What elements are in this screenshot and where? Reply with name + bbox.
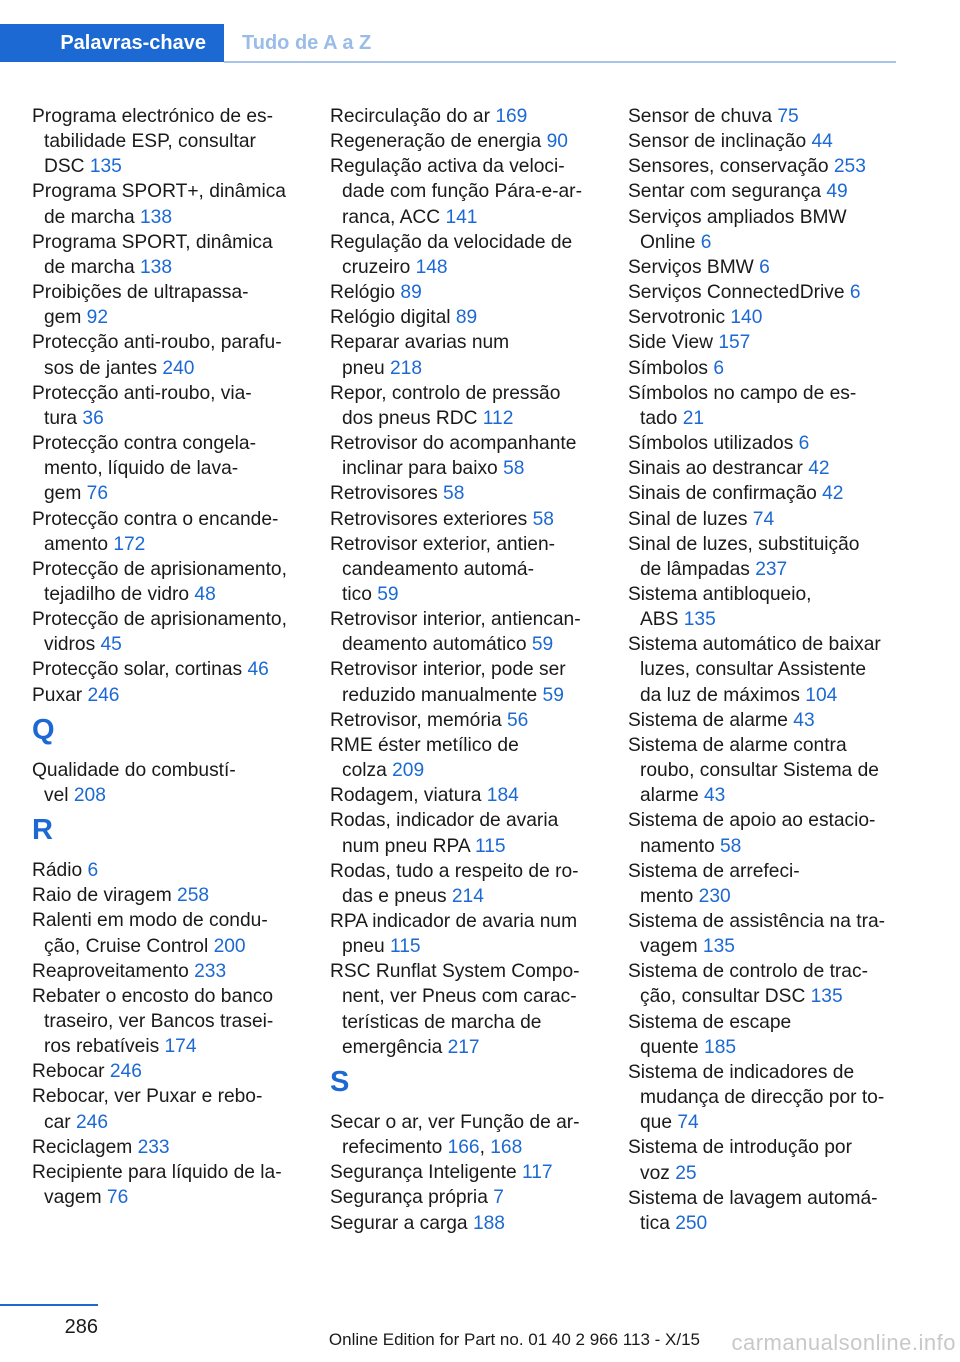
page-link[interactable]: 140 bbox=[730, 307, 763, 329]
index-entry bbox=[32, 330, 322, 380]
index-entry bbox=[330, 708, 620, 733]
page-link[interactable]: 43 bbox=[703, 785, 726, 807]
page-link[interactable]: 6 bbox=[798, 433, 810, 455]
index-entry bbox=[32, 607, 322, 657]
index-entry bbox=[32, 858, 322, 883]
page-link[interactable]: 59 bbox=[531, 634, 554, 656]
index-entry-text: Serviços ConnectedDrive bbox=[628, 282, 850, 304]
index-entry bbox=[32, 557, 322, 607]
index-entry bbox=[628, 104, 918, 129]
page-link[interactable]: 135 bbox=[702, 936, 735, 958]
index-entry-text: Retrovisor exterior, antien- candeamento automá- tico bbox=[330, 533, 556, 605]
index-entry-text: Símbolos bbox=[628, 357, 714, 379]
page-link[interactable]: 59 bbox=[377, 583, 399, 605]
index-entry-text: Sistema de controlo de trac- ção, consultar DSC bbox=[628, 961, 868, 1008]
index-entry-text: Regulação da velocidade de cruzeiro bbox=[330, 231, 573, 278]
index-entry-text: Rebocar, ver Puxar e rebo- car bbox=[32, 1086, 263, 1133]
index-entry-text: Sistema de arrefeci- mento bbox=[628, 860, 800, 907]
index-entry-text: Protecção anti-roubo, parafu- sos de jantes bbox=[32, 332, 282, 379]
index-entry bbox=[628, 859, 918, 909]
page-link[interactable]: 74 bbox=[677, 1112, 699, 1134]
index-entry-text: Símbolos utilizados bbox=[628, 433, 799, 455]
index-entry bbox=[330, 1110, 620, 1160]
index-entry-text: Sensor de chuva bbox=[628, 106, 778, 127]
index-entry-text: Proibições de ultrapassa- gem bbox=[32, 282, 249, 329]
index-entry-text: Rádio bbox=[32, 860, 88, 882]
index-entry-text: Ralenti em modo de condu- ção, Cruise Control bbox=[32, 910, 268, 957]
page-link[interactable]: 6 bbox=[849, 282, 861, 304]
index-entry bbox=[628, 456, 918, 481]
index-entry bbox=[32, 1084, 322, 1134]
index-entry bbox=[628, 582, 918, 632]
index-entry bbox=[628, 909, 918, 959]
index-entry-text: Rebater o encosto do banco traseiro, ver Bancos trasei- ros rebatíveis bbox=[32, 985, 274, 1058]
index-entry bbox=[32, 908, 322, 958]
index-entry-text: Serviços BMW bbox=[628, 256, 760, 278]
index-entry-text: Sentar com segurança bbox=[628, 181, 827, 203]
index-entry-text: Retrovisor interior, pode ser reduzido manualmente bbox=[330, 659, 566, 706]
index-entry bbox=[330, 431, 620, 481]
page-link[interactable]: 74 bbox=[752, 508, 775, 530]
index-entry bbox=[32, 280, 322, 330]
index-entry bbox=[628, 205, 918, 255]
index-entry-text: Protecção solar, cortinas bbox=[32, 659, 248, 681]
page-link[interactable]: 115 bbox=[390, 936, 421, 958]
index-entry-text: Retrovisor, memória bbox=[330, 709, 507, 731]
index-entry-text: RPA indicador de avaria num pneu bbox=[330, 911, 578, 958]
index-letter-heading: Q bbox=[32, 713, 55, 746]
index-entry-text: Protecção de aprisionamento, tejadilho de vidro bbox=[32, 558, 287, 605]
index-entry-text: Puxar bbox=[32, 684, 88, 706]
page-link[interactable]: 188 bbox=[472, 1212, 505, 1234]
index-entry bbox=[330, 808, 620, 858]
index-entry bbox=[628, 280, 918, 305]
index-entry-text: Sinal de luzes, substituição de lâmpadas bbox=[628, 533, 860, 580]
index-letter-heading: S bbox=[330, 1065, 350, 1098]
index-entry bbox=[330, 104, 620, 129]
index-entry-text: Raio de viragem bbox=[32, 885, 178, 907]
index-entry bbox=[32, 230, 322, 280]
index-entry bbox=[32, 984, 322, 1059]
index-entry-text: Regulação activa da veloci- dade com função Pára-e-ar- ranca, ACC bbox=[330, 156, 582, 228]
page-link[interactable]: 185 bbox=[704, 1036, 737, 1058]
index-entry bbox=[32, 179, 322, 229]
page-link[interactable]: 25 bbox=[675, 1162, 697, 1184]
index-entry-text: Programa electrónico de es- tabilidade ESP, consultar DSC bbox=[32, 106, 274, 178]
page-link[interactable]: 174 bbox=[164, 1036, 197, 1058]
header-divider bbox=[224, 61, 896, 63]
index-entry bbox=[330, 230, 620, 280]
index-entry-text: Relógio bbox=[330, 282, 401, 304]
index-entry-text: Sistema antibloqueio, ABS bbox=[628, 583, 812, 631]
index-entry bbox=[628, 1186, 918, 1236]
page-link[interactable]: 166 bbox=[447, 1137, 480, 1159]
page-link[interactable]: 6 bbox=[87, 860, 99, 882]
page-link[interactable]: 208 bbox=[73, 784, 106, 806]
index-entry-text: Retrovisores exteriores bbox=[330, 508, 533, 530]
watermark: carmanualsonline.info bbox=[731, 1330, 956, 1355]
page-link[interactable]: 59 bbox=[542, 684, 564, 706]
page-link[interactable]: 44 bbox=[811, 131, 833, 153]
page-link[interactable]: 233 bbox=[194, 960, 227, 982]
page-link[interactable]: 45 bbox=[100, 634, 122, 656]
index-entry-text: Programa SPORT+, dinâmica de marcha bbox=[32, 181, 286, 228]
index-entry bbox=[628, 959, 918, 1009]
index-entry-text: Símbolos no campo de es- tado bbox=[628, 382, 857, 429]
page-link[interactable]: 135 bbox=[89, 156, 122, 178]
index-entry-text: Protecção contra congela- mento, líquido de lava- gem bbox=[32, 433, 256, 505]
index-entry-text: Retrovisores bbox=[330, 483, 444, 505]
index-entry bbox=[330, 783, 620, 808]
page-link[interactable]: 112 bbox=[482, 407, 514, 429]
page-link[interactable]: 250 bbox=[675, 1212, 708, 1234]
page-link[interactable]: 230 bbox=[698, 885, 731, 907]
index-entry-text: RME éster metílico de colza bbox=[330, 734, 519, 782]
page-link[interactable]: 157 bbox=[718, 332, 751, 354]
page-link[interactable]: 135 bbox=[683, 609, 716, 631]
index-entry-text: Recipiente para líquido de la- vagem bbox=[32, 1161, 282, 1209]
index-entry bbox=[32, 657, 322, 682]
index-entry-text: Segurança própria bbox=[330, 1187, 494, 1209]
index-entry bbox=[32, 758, 322, 808]
index-column-2 bbox=[330, 104, 620, 1236]
page-link[interactable]: 76 bbox=[86, 483, 109, 505]
index-entry-text: Rodas, tudo a respeito de ro- das e pneus bbox=[330, 860, 579, 907]
index-entry-text: Sinais de confirmação bbox=[628, 483, 823, 505]
index-column-3 bbox=[628, 104, 918, 1236]
index-entry-text: Side View bbox=[628, 332, 719, 354]
page-link[interactable]: 48 bbox=[194, 583, 216, 605]
index-entry-text: RSC Runflat System Compo- nent, ver Pneus com carac- terísticas de marcha de emergência bbox=[330, 961, 580, 1058]
page-link[interactable]: 217 bbox=[447, 1036, 480, 1058]
page-link[interactable]: 214 bbox=[451, 885, 484, 907]
page-link[interactable]: 6 bbox=[713, 357, 724, 379]
page-link[interactable]: 58 bbox=[503, 458, 525, 480]
page-link[interactable]: 135 bbox=[810, 986, 843, 1008]
index-entry bbox=[32, 1135, 322, 1160]
index-entry bbox=[628, 632, 918, 707]
index-entry-text: Protecção contra o encande- amento bbox=[32, 508, 279, 555]
page-link[interactable]: 104 bbox=[805, 684, 838, 706]
index-entry-text: Qualidade do combustí- vel bbox=[32, 759, 236, 806]
page-link[interactable]: 117 bbox=[522, 1162, 553, 1184]
index-entry-text: Protecção de aprisionamento, vidros bbox=[32, 609, 287, 656]
page-link[interactable]: 200 bbox=[213, 935, 246, 957]
page-link[interactable]: 246 bbox=[109, 1061, 142, 1083]
index-entry bbox=[330, 154, 620, 229]
index-entry bbox=[330, 1211, 620, 1236]
index-entry bbox=[32, 507, 322, 557]
index-entry bbox=[330, 330, 620, 380]
index-entry bbox=[628, 179, 918, 204]
page-link[interactable]: 36 bbox=[82, 407, 104, 429]
page-link[interactable]: 58 bbox=[532, 508, 554, 530]
index-entry bbox=[330, 481, 620, 506]
page-link[interactable]: 43 bbox=[793, 709, 815, 731]
index-entry bbox=[628, 330, 918, 355]
page-link[interactable]: 75 bbox=[777, 106, 799, 127]
index-entry bbox=[628, 431, 918, 456]
index-entry-text: Repor, controlo de pressão dos pneus RDC bbox=[330, 382, 561, 429]
index-entry-text: Sensores, conservação bbox=[628, 156, 834, 178]
index-entry bbox=[628, 356, 918, 381]
index-entry-text: Rodagem, viatura bbox=[330, 785, 487, 807]
page-link[interactable]: 90 bbox=[546, 131, 568, 153]
index-entry bbox=[628, 381, 918, 431]
page-link[interactable]: 6 bbox=[700, 231, 712, 253]
index-entry-text: Sistema de escape quente bbox=[628, 1011, 792, 1058]
index-entry bbox=[628, 305, 918, 330]
index-entry bbox=[330, 532, 620, 607]
index-entry-text: Sistema de alarme bbox=[628, 709, 794, 731]
index-entry bbox=[330, 733, 620, 783]
index-entry bbox=[32, 883, 322, 908]
index-entry-text: Secar o ar, ver Função de ar- refecimento bbox=[330, 1111, 580, 1159]
page-link[interactable]: 141 bbox=[445, 206, 478, 228]
page-link[interactable]: 42 bbox=[822, 483, 844, 505]
index-entry bbox=[330, 507, 620, 532]
index-letter-heading: R bbox=[32, 814, 53, 847]
page-link[interactable]: 21 bbox=[682, 407, 705, 429]
page-link[interactable]: 253 bbox=[833, 156, 866, 178]
page-link[interactable]: 115 bbox=[474, 835, 506, 857]
index-entry bbox=[330, 381, 620, 431]
edition-note: Online Edition for Part no. 01 40 2 966 113 - X/15 bbox=[328, 1330, 700, 1349]
section-tab[interactable] bbox=[0, 24, 224, 62]
index-entry bbox=[32, 381, 322, 431]
index-entry-text: Retrovisor interior, antiencan- deamento automático bbox=[330, 609, 581, 656]
index-entry-text: Rebocar bbox=[32, 1061, 110, 1083]
page-link[interactable]: 89 bbox=[400, 282, 422, 304]
index-entry bbox=[628, 532, 918, 582]
section-tab-label: Palavras-chave bbox=[60, 31, 206, 54]
index-entry bbox=[628, 129, 918, 154]
index-entry bbox=[628, 255, 918, 280]
index-entry bbox=[32, 1160, 322, 1210]
page-link[interactable]: 258 bbox=[177, 885, 210, 907]
index-entry-text: Regeneração de energia bbox=[330, 131, 547, 153]
index-entry bbox=[628, 1060, 918, 1135]
index-entry-text: Protecção anti-roubo, via- tura bbox=[32, 382, 252, 429]
index-entry-text: Sistema de lavagem automá- tica bbox=[628, 1187, 878, 1234]
page-link[interactable]: 172 bbox=[113, 533, 146, 555]
index-entry-text: Sinais ao destrancar bbox=[628, 458, 809, 480]
index-entry bbox=[32, 959, 322, 984]
index-entry bbox=[32, 431, 322, 506]
index-entry-text: Sinal de luzes bbox=[628, 508, 753, 530]
page-link[interactable]: 246 bbox=[76, 1111, 109, 1133]
page-link[interactable]: 209 bbox=[392, 760, 425, 782]
page-link[interactable]: 246 bbox=[87, 684, 120, 706]
index-entry bbox=[32, 683, 322, 708]
index-entry-text: Sistema de assistência na tra- vagem bbox=[628, 911, 886, 958]
page-link[interactable]: 184 bbox=[486, 785, 519, 807]
page-link[interactable]: 237 bbox=[755, 558, 788, 580]
page-link[interactable]: 169 bbox=[495, 106, 528, 127]
index-entry bbox=[628, 1135, 918, 1185]
index-entry bbox=[330, 305, 620, 330]
index-entry-text: Sistema de apoio ao estacio- namento bbox=[628, 810, 876, 857]
index-entry bbox=[628, 154, 918, 179]
index-entry-text: Sistema de alarme contra roubo, consultar Sistema de alarme bbox=[628, 734, 879, 807]
page-link[interactable]: 148 bbox=[415, 256, 448, 278]
index-entry-text: Segurança Inteligente bbox=[330, 1162, 523, 1184]
index-entry-text: Recirculação do ar bbox=[330, 106, 496, 127]
index-entry-text: Servotronic bbox=[628, 307, 731, 329]
index-entry bbox=[628, 733, 918, 808]
page-link[interactable]: 89 bbox=[455, 307, 478, 329]
page-link[interactable]: 92 bbox=[86, 307, 109, 329]
page-link[interactable]: 7 bbox=[493, 1187, 504, 1209]
index-entry-text: Reparar avarias num pneu bbox=[330, 332, 510, 379]
page-link[interactable]: 58 bbox=[443, 483, 465, 505]
index-entry-text: Retrovisor do acompanhante inclinar para baixo bbox=[330, 433, 577, 480]
index-entry-text: Sistema de introdução por voz bbox=[628, 1137, 852, 1184]
index-entry bbox=[628, 1010, 918, 1060]
page-link[interactable]: 138 bbox=[139, 256, 172, 278]
page-link[interactable]: 42 bbox=[808, 458, 830, 480]
page-link[interactable]: 76 bbox=[106, 1187, 129, 1209]
index-entry bbox=[330, 1160, 620, 1185]
page-number: 286 bbox=[0, 1304, 98, 1339]
index-entry bbox=[628, 507, 918, 532]
index-entry bbox=[330, 859, 620, 909]
index-entry-text: Serviços ampliados BMW Online bbox=[628, 206, 847, 253]
index-entry bbox=[330, 280, 620, 305]
index-entry bbox=[330, 607, 620, 657]
index-entry-text: Reaproveitamento bbox=[32, 960, 195, 982]
index-entry-text: Sistema de indicadores de mudança de direcção por to- que bbox=[628, 1061, 885, 1134]
index-entry bbox=[32, 104, 322, 179]
page-link[interactable]: 138 bbox=[139, 206, 172, 228]
index-entry bbox=[628, 708, 918, 733]
index-entry-text: Segurar a carga bbox=[330, 1212, 473, 1234]
index-entry bbox=[330, 1185, 620, 1210]
index-entry-text: Rodas, indicador de avaria num pneu RPA bbox=[330, 810, 559, 857]
index-entry-text: Sensor de inclinação bbox=[628, 131, 812, 153]
index-column-1 bbox=[32, 104, 322, 1210]
page-link[interactable]: 49 bbox=[826, 181, 848, 203]
index-entry bbox=[32, 1059, 322, 1084]
index-entry bbox=[330, 959, 620, 1060]
index-entry-text: Programa SPORT, dinâmica de marcha bbox=[32, 231, 273, 278]
index-entry bbox=[330, 657, 620, 707]
index-entry bbox=[628, 481, 918, 506]
page-separator: , bbox=[479, 1137, 491, 1159]
page-link[interactable]: 6 bbox=[759, 256, 770, 278]
breadcrumb[interactable] bbox=[242, 24, 371, 62]
page-link[interactable]: 240 bbox=[162, 357, 195, 379]
page-link[interactable]: 58 bbox=[720, 835, 742, 857]
page-link[interactable]: 56 bbox=[507, 709, 529, 731]
page-link[interactable]: 168 bbox=[490, 1137, 523, 1159]
index-entry-text: Sistema automático de baixar luzes, consultar Assistente da luz de máximos bbox=[628, 634, 881, 706]
page-link[interactable]: 218 bbox=[390, 357, 423, 379]
index-entry-text: Reciclagem bbox=[32, 1136, 138, 1158]
breadcrumb-label: Tudo de A a Z bbox=[242, 31, 372, 54]
index-entry-text: Relógio digital bbox=[330, 307, 456, 329]
index-entry bbox=[330, 909, 620, 959]
page-link[interactable]: 46 bbox=[247, 659, 269, 681]
index-entry bbox=[330, 129, 620, 154]
index-entry bbox=[628, 808, 918, 858]
page-link[interactable]: 233 bbox=[137, 1136, 170, 1158]
